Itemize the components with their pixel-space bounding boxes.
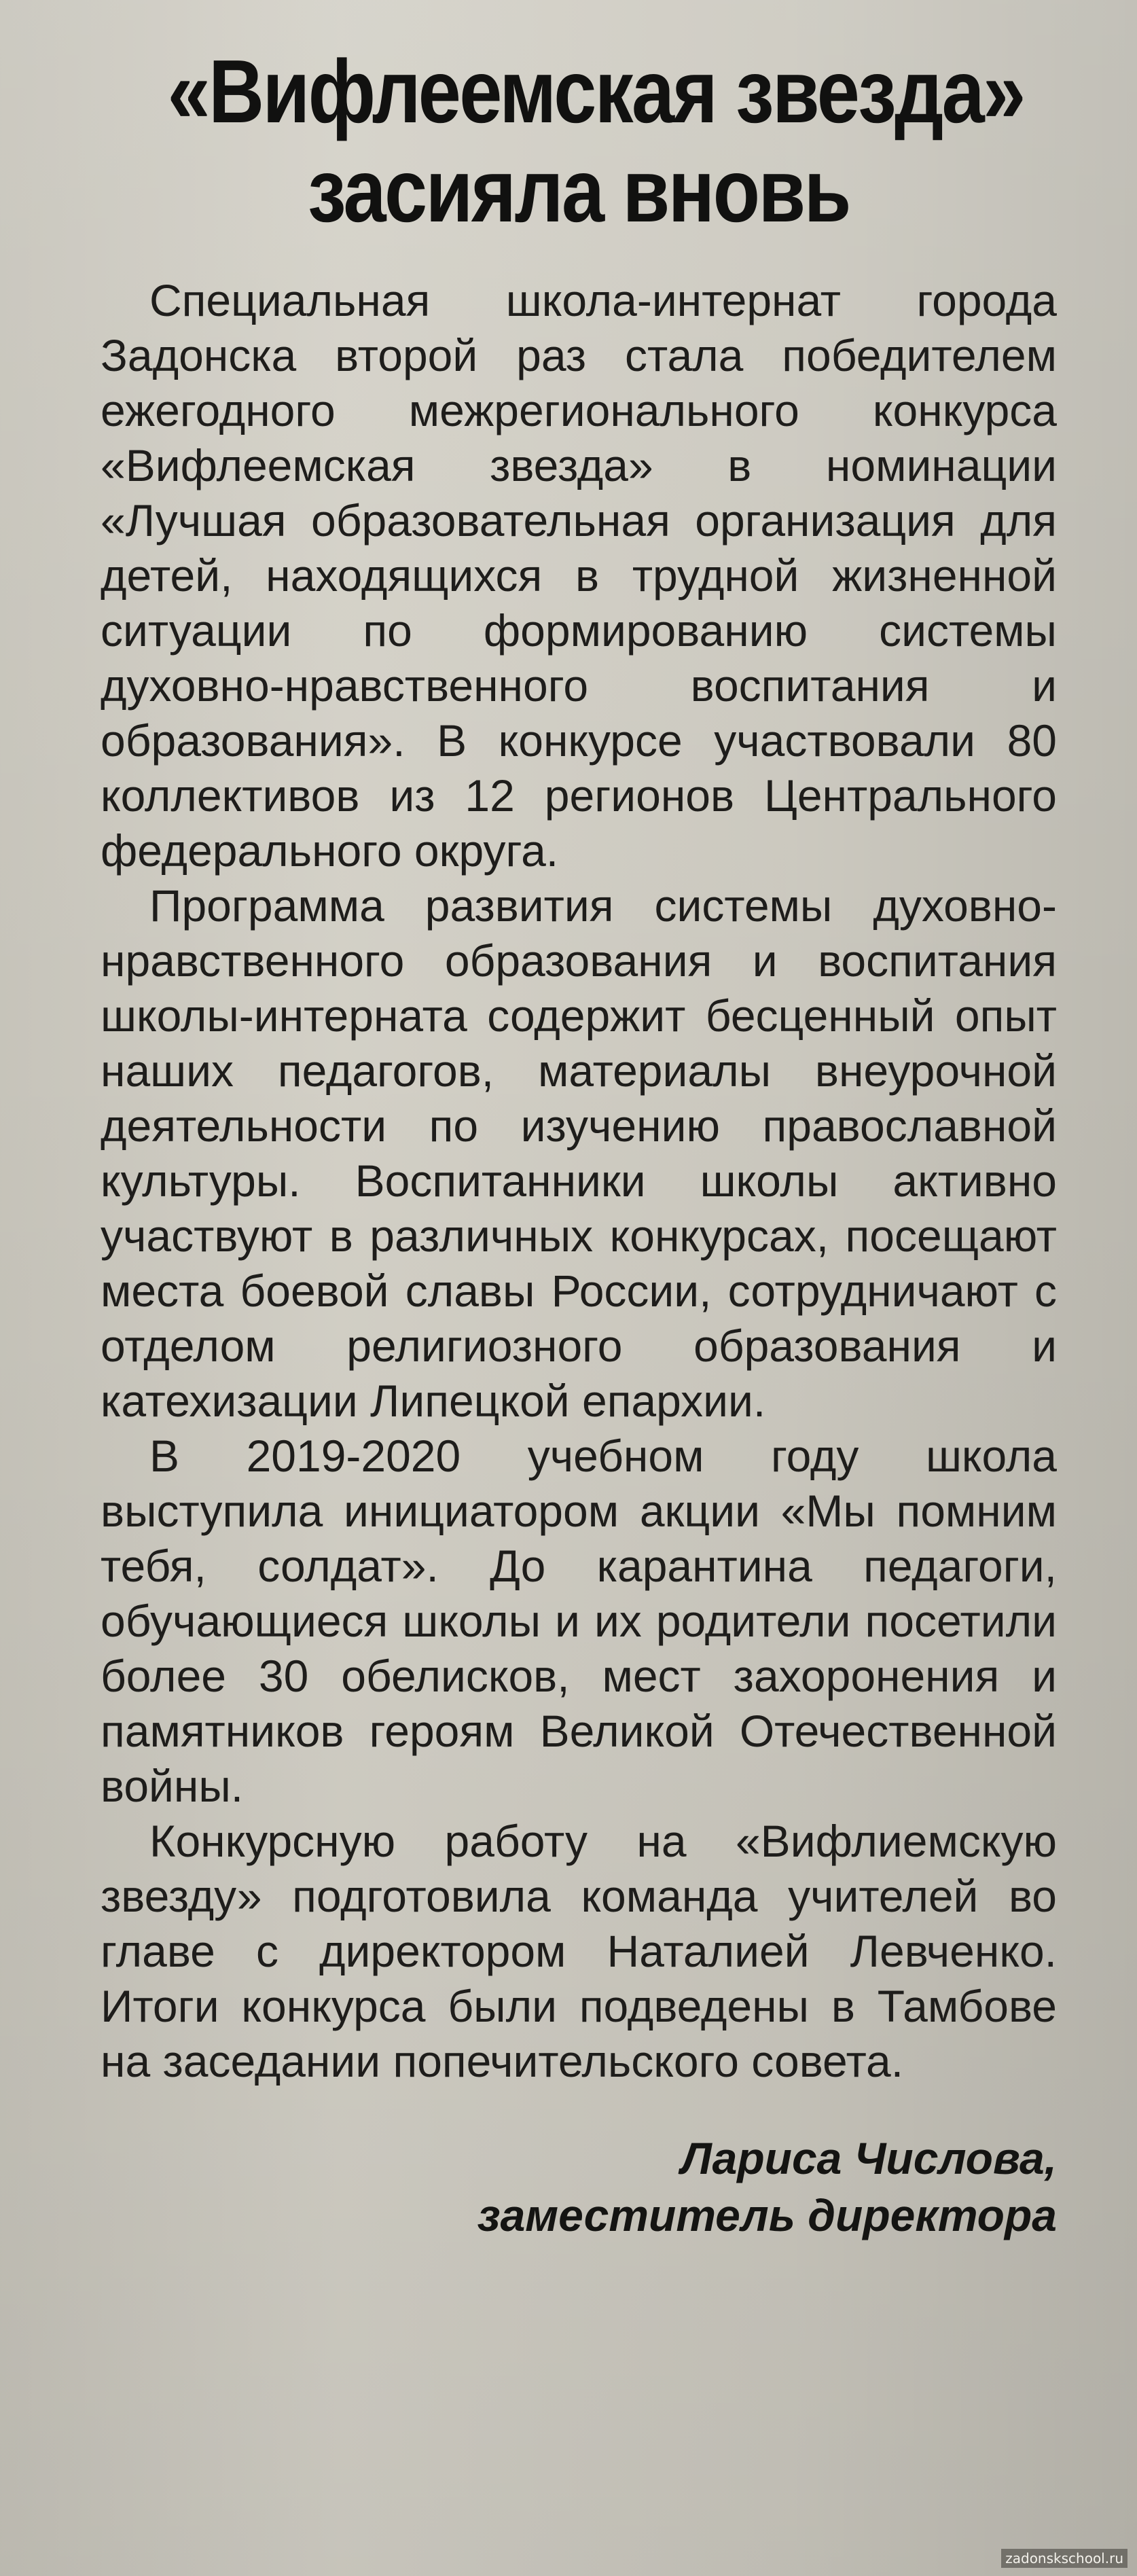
- article-signature: [101, 2130, 1057, 2244]
- watermark: zadonskschool.ru: [1001, 2549, 1127, 2568]
- paragraph-3: В 2019-2020 учебном году школа выступила инициатором акции «Мы помним тебя, солдат». До карантина педагоги, обучающиеся школы и их родители посетили более 30 обелисков, мест захоронения и памятников героям Великой Отечественной войны.: [101, 1431, 1057, 1811]
- author-name: Лариса Числова,: [681, 2133, 1057, 2183]
- paragraph-1: Специальная школа-интернат города Задонска второй раз стала победителем ежегодного межрегионального конкурса «Вифлеемская звезда» в номинации «Лучшая образовательная организация для детей, находящихся в трудной жизненной ситуации по формированию системы духовно-нравственного воспитания и образования». В конкурсе участвовали 80 коллективов из 12 регионов Центрального федерального округа.: [101, 275, 1057, 876]
- paragraph-4: Конкурсную работу на «Вифлиемскую звезду» подготовила команда учителей во главе с директором Наталией Левченко. Итоги конкурса были подведены в Тамбове на заседании попечительского совета.: [101, 1816, 1057, 2086]
- paragraph-2: Программа развития системы духовно-нравственного образования и воспитания школы-интерната содержит бесценный опыт наших педагогов, материалы внеурочной деятельности по изучению православной культуры. Воспитанники школы активно участвуют в различных конкурсах, посещают места боевой славы России, сотрудничают с отделом религиозного образования и катехизации Липецкой епархии.: [101, 880, 1057, 1426]
- headline-line-2: засияла вновь: [308, 141, 850, 240]
- article-headline: [167, 41, 1024, 240]
- article-body: [101, 273, 1057, 2089]
- headline-line-1: «Вифлеемская звезда»: [167, 41, 1024, 141]
- author-position: заместитель директора: [477, 2190, 1057, 2240]
